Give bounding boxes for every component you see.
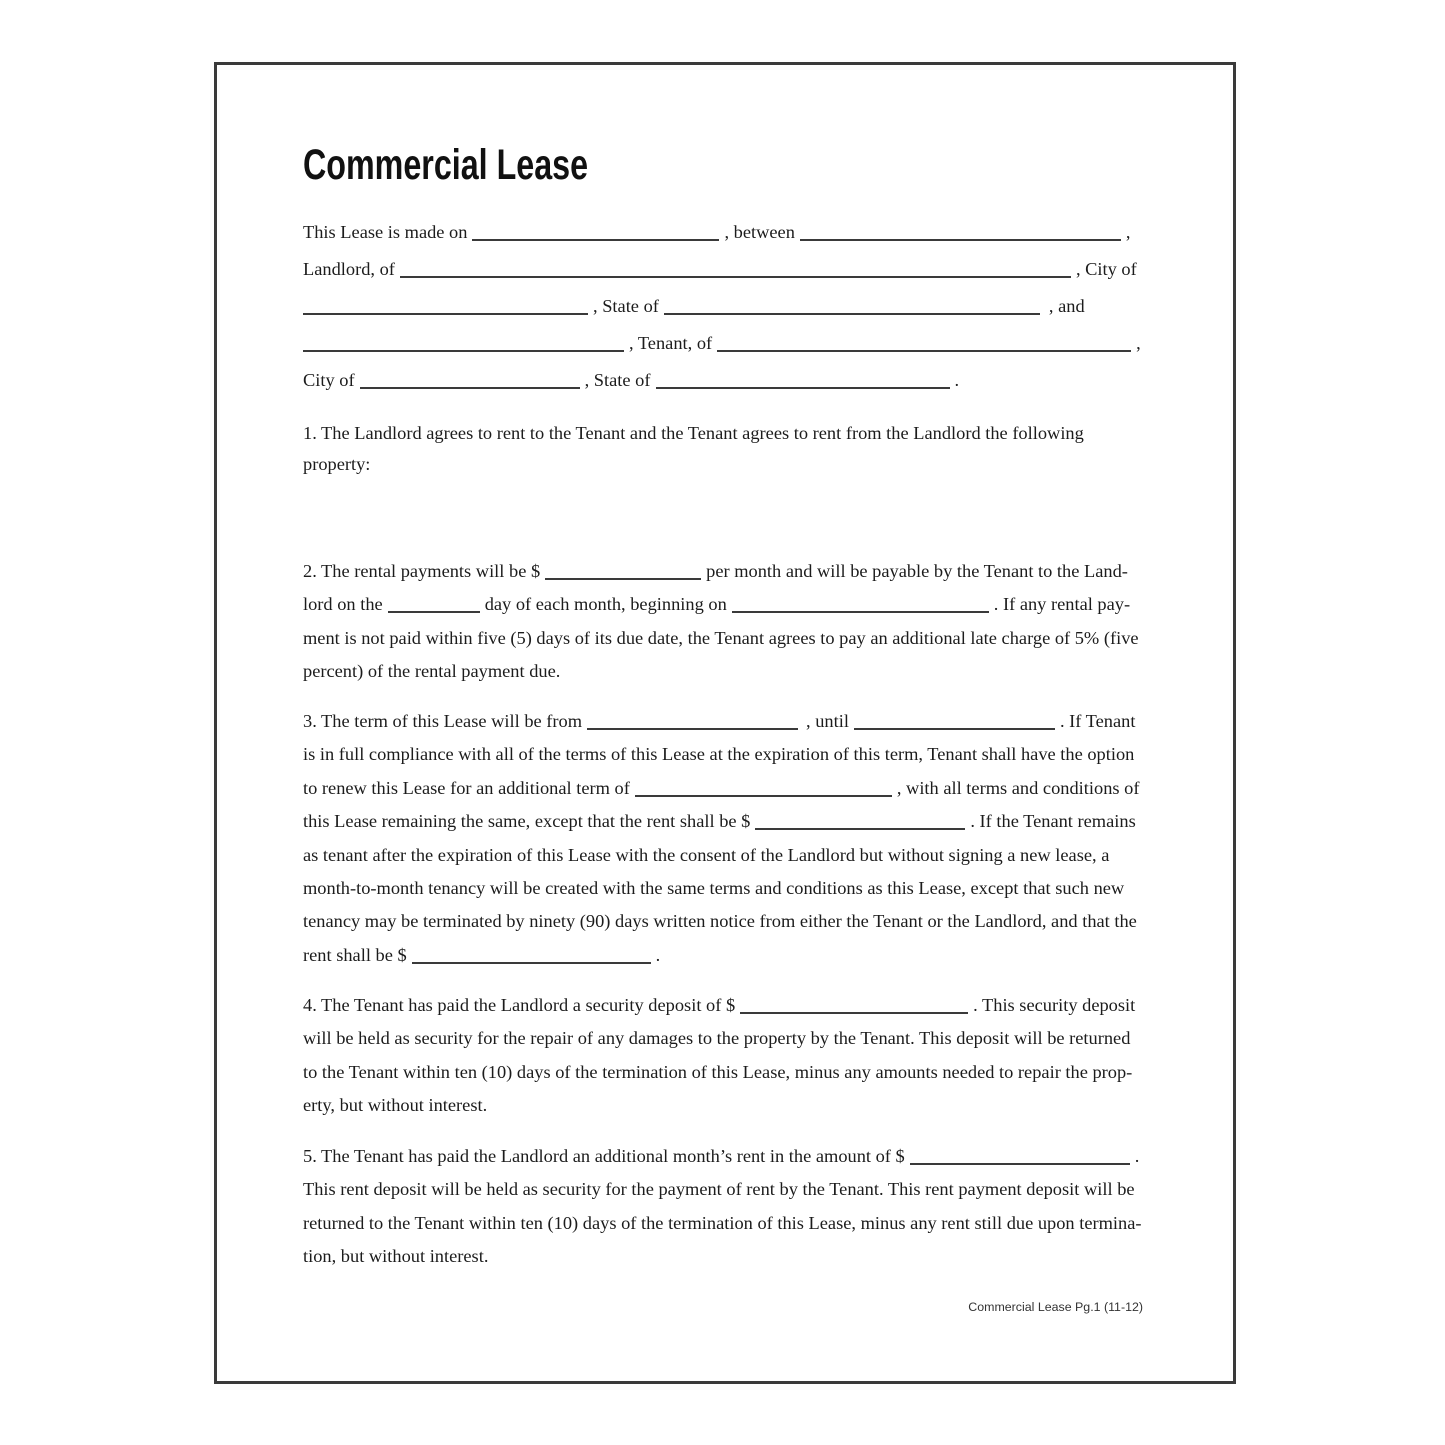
clause-3-line-1 (303, 705, 1139, 738)
clause-1-line-2 (303, 449, 1084, 480)
lease-text: this Lease remaining the same, except that the rent shall be $ (303, 811, 751, 832)
lease-text: 3. The term of this Lease will be from (303, 711, 583, 731)
lease-text: percent) of the rental payment due. (303, 661, 561, 682)
lease-text: . This security deposit (973, 995, 1136, 1015)
clause-4-line-2 (303, 1022, 1135, 1055)
clause-3-line-2 (303, 738, 1139, 771)
lease-text: , State of (584, 370, 651, 390)
lease-text: tion, but without interest. (303, 1246, 489, 1267)
lease-text: , (1136, 333, 1141, 353)
renewal-rent-blank (755, 816, 965, 830)
clause-3-line-5 (303, 839, 1139, 872)
lease-text: City of (303, 370, 355, 390)
rent-due-day-blank (388, 599, 480, 613)
tenant-city-blank (360, 375, 580, 389)
lease-text: returned to the Tenant within ten (10) days of the termination of this Lease, minus any rent still due upon termina- (303, 1212, 1142, 1233)
lease-text: 1. The Landlord agrees to rent to the Tenant and the Tenant agrees to rent from the Landlord the following (303, 423, 1084, 443)
landlord-city-blank (303, 301, 588, 315)
term-end-blank (854, 716, 1055, 730)
lease-text: day of each month, beginning on (484, 594, 727, 615)
lease-text: This Lease is made on (303, 222, 468, 242)
clause-4-line-1 (303, 989, 1135, 1022)
lease-text: . If the Tenant remains (970, 811, 1136, 832)
lease-text: rent shall be $ (303, 944, 407, 965)
lease-text: , City of (1075, 259, 1137, 279)
lease-text: , Tenant, of (629, 333, 713, 353)
clause-3-term (303, 705, 1139, 972)
term-start-blank (587, 716, 798, 730)
clause-4-security-deposit (303, 989, 1135, 1123)
page-footer: Commercial Lease Pg.1 (11-12) (968, 1300, 1143, 1314)
clause-2-line-1 (303, 555, 1139, 588)
clause-1-property (303, 418, 1084, 480)
lease-text: to the Tenant within ten (10) days of the termination of this Lease, minus any amounts needed to repair the prop- (303, 1061, 1133, 1082)
lease-text: 4. The Tenant has paid the Landlord a security deposit of $ (303, 995, 736, 1015)
clause-5-line-4 (303, 1240, 1142, 1273)
lease-text: as tenant after the expiration of this Lease with the consent of the Landlord but without signing a new lease, a (303, 844, 1110, 865)
lease-text: 5. The Tenant has paid the Landlord an additional month’s rent in the amount of $ (303, 1146, 905, 1166)
lease-text: . (1134, 1146, 1140, 1166)
clause-2-line-2 (303, 588, 1139, 621)
rent-start-date-blank (732, 599, 989, 613)
clause-3-line-6 (303, 872, 1139, 905)
landlord-address-blank (400, 264, 1071, 278)
lease-text: tenancy may be terminated by ninety (90) days written notice from either the Tenant or the Landlord, and that the (303, 911, 1137, 932)
lease-text: , between (724, 222, 795, 242)
lease-text: This rent deposit will be held as security for the payment of rent by the Tenant. This rent payment deposit will be (303, 1179, 1135, 1200)
landlord-state-blank (664, 301, 1040, 315)
holdover-rent-blank (412, 950, 651, 964)
lease-text: month-to-month tenancy will be created with the same terms and conditions as this Lease, except that such new (303, 878, 1125, 899)
clause-4-line-3 (303, 1056, 1135, 1089)
lease-parties (303, 214, 1141, 399)
rent-deposit-blank (910, 1151, 1130, 1165)
lease-text: , (1125, 222, 1131, 242)
clause-4-line-4 (303, 1089, 1135, 1122)
intro-line-1 (303, 214, 1141, 251)
lease-text: . If Tenant (1059, 711, 1136, 731)
clause-5-line-2 (303, 1173, 1142, 1206)
intro-line-2 (303, 251, 1141, 288)
security-deposit-blank (740, 1000, 968, 1014)
lease-text: to renew this Lease for an additional term of (303, 777, 630, 798)
clause-3-line-8 (303, 939, 1139, 972)
lease-text: . (655, 944, 661, 965)
clause-3-line-7 (303, 905, 1139, 938)
lease-text: 2. The rental payments will be $ (303, 561, 541, 581)
clause-5-line-3 (303, 1207, 1142, 1240)
lease-date-blank (472, 227, 719, 241)
clause-5-line-1 (303, 1140, 1142, 1173)
intro-line-4 (303, 325, 1141, 362)
renewal-term-blank (635, 783, 892, 797)
tenant-name-blank (303, 338, 624, 352)
lease-text: , State of (593, 296, 659, 316)
tenant-state-blank (656, 375, 950, 389)
lease-text: per month and will be payable by the Tenant to the Land- (706, 561, 1128, 581)
lease-text: will be held as security for the repair of any damages to the property by the Tenant. This deposit will be returned (303, 1028, 1131, 1049)
lease-text: , with all terms and conditions of (896, 777, 1140, 798)
lease-text: erty, but without interest. (303, 1095, 488, 1116)
lease-text: ment is not paid within five (5) days of its due date, the Tenant agrees to pay an additional late charge of 5% (five (303, 627, 1139, 648)
lease-text: , and (1048, 296, 1085, 316)
lease-text: property: (303, 454, 371, 474)
clause-3-line-3 (303, 772, 1139, 805)
clause-5-rent-deposit (303, 1140, 1142, 1274)
lease-text: Landlord, of (303, 259, 395, 279)
clause-2-rent (303, 555, 1139, 689)
monthly-rent-blank (545, 566, 701, 580)
clause-3-line-4 (303, 805, 1139, 838)
lease-text: is in full compliance with all of the terms of this Lease at the expiration of this term, Tenant shall have the option (303, 744, 1135, 765)
lease-page (214, 62, 1236, 1384)
document-title: Commercial Lease (303, 141, 589, 189)
lease-text: lord on the (303, 594, 383, 615)
clause-1-line-1 (303, 418, 1084, 449)
intro-line-3 (303, 288, 1141, 325)
landlord-name-blank (800, 227, 1121, 241)
clause-2-line-3 (303, 622, 1139, 655)
intro-line-5 (303, 362, 1141, 399)
lease-text: . If any rental pay- (993, 594, 1131, 615)
clause-2-line-4 (303, 655, 1139, 688)
tenant-address-blank (717, 338, 1131, 352)
lease-text: , until (806, 711, 849, 731)
lease-text: . (954, 370, 960, 390)
